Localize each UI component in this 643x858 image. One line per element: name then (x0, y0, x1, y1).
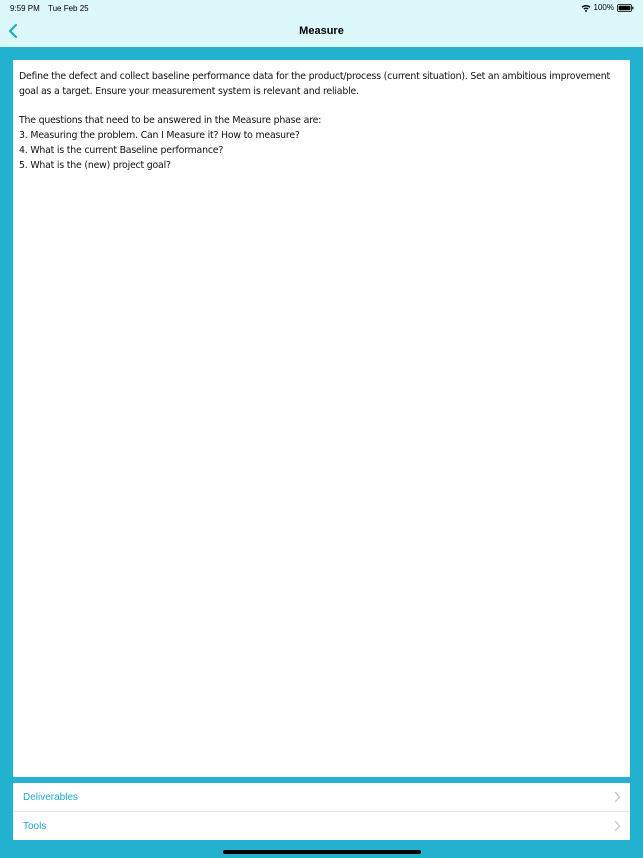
battery-percent: 100% (593, 3, 614, 12)
question-item: 3. Measuring the problem. Can I Measure it? How to measure? (19, 130, 300, 141)
paragraph-spacer (19, 99, 624, 113)
navigation-list (13, 783, 630, 840)
list-item-label: Tools (23, 820, 47, 832)
question-item: 5. What is the (new) project goal? (19, 160, 171, 171)
list-item-label: Deliverables (23, 791, 79, 803)
status-bar (0, 0, 643, 16)
question-item: 4. What is the current Baseline performance? (19, 145, 224, 156)
list-item-tools[interactable] (13, 811, 630, 840)
navigation-header (0, 0, 643, 47)
wifi-icon (581, 4, 591, 12)
chevron-right-icon (614, 791, 621, 803)
status-indicators (581, 3, 634, 12)
chevron-right-icon (614, 820, 621, 832)
description-paragraph: Define the defect and collect baseline performance data for the product/process (current situation). Set an ambitious improvement goal as a target. Ensure your measurement system is relevant and reliable. (19, 71, 610, 97)
status-date: Tue Feb 25 (48, 4, 89, 13)
questions-intro: The questions that need to be answered in the Measure phase are: (19, 115, 322, 126)
list-item-deliverables[interactable] (13, 783, 630, 811)
home-indicator[interactable] (223, 850, 421, 854)
content-card (13, 60, 630, 777)
page-title: Measure (299, 25, 344, 37)
battery-icon (617, 4, 634, 12)
status-time: 9:59 PM (10, 4, 40, 13)
